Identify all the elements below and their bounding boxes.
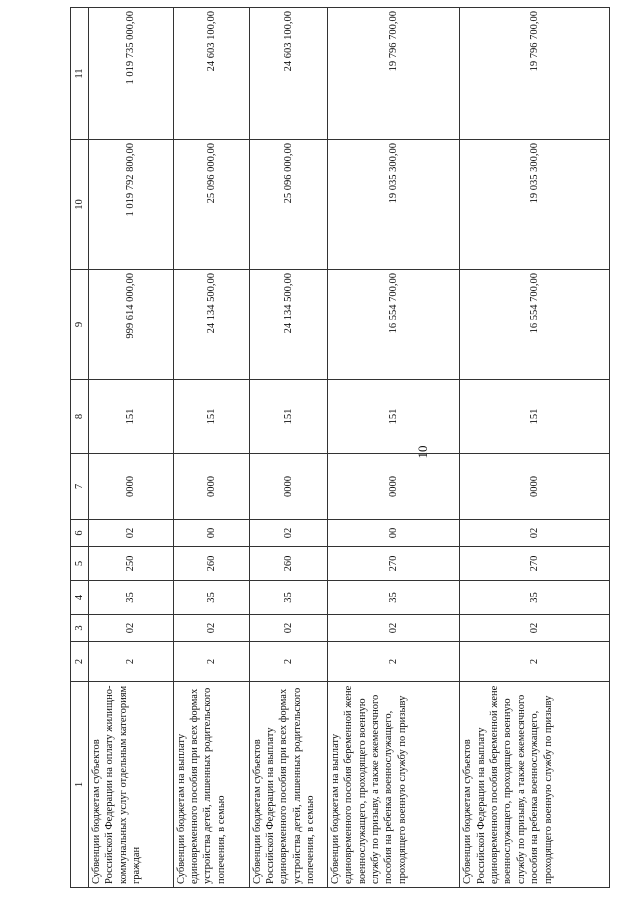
- code-cell: 35: [327, 581, 459, 615]
- code-cell: 35: [249, 581, 327, 615]
- code-cell: 270: [327, 547, 459, 581]
- code-cell: 250: [89, 547, 174, 581]
- column-header-6: 6: [71, 520, 89, 547]
- code-cell: 270: [460, 547, 610, 581]
- column-header-8: 8: [71, 380, 89, 454]
- code-cell: 2: [249, 642, 327, 682]
- table-row: [327, 8, 459, 888]
- code-cell: 0000: [173, 454, 249, 520]
- column-header-11: 11: [71, 8, 89, 140]
- column-number-row: [71, 8, 89, 888]
- table-row: [173, 8, 249, 888]
- code-cell: 02: [327, 615, 459, 642]
- amount-cell: 24 603 100,00: [173, 8, 249, 140]
- amount-cell: 16 554 700,00: [327, 270, 459, 380]
- row-description: Субвенции бюджетам субъектов Российской Федерации на выплату единовременного пособия при всех формах устройства детей, лишенных родительского попечения, в семью: [249, 682, 327, 888]
- code-cell: 0000: [327, 454, 459, 520]
- row-description: Субвенции бюджетам субъектов Российской Федерации на выплату единовременного пособия беременной жене военнослужащего, проходящего военную службу по призыву, а также ежемесячного пособия на ребенка военнослужащего, проходящего военную службу по призыву: [460, 682, 610, 888]
- code-cell: 02: [249, 520, 327, 547]
- code-cell: 35: [173, 581, 249, 615]
- amount-cell: 19 035 300,00: [460, 140, 610, 270]
- code-cell: 02: [460, 615, 610, 642]
- code-cell: 02: [89, 615, 174, 642]
- code-cell: 2: [327, 642, 459, 682]
- column-header-10: 10: [71, 140, 89, 270]
- code-cell: 260: [173, 547, 249, 581]
- code-cell: 02: [249, 615, 327, 642]
- amount-cell: 25 096 000,00: [173, 140, 249, 270]
- code-cell: 00: [173, 520, 249, 547]
- code-cell: 2: [173, 642, 249, 682]
- code-cell: 2: [89, 642, 174, 682]
- amount-cell: 24 134 500,00: [249, 270, 327, 380]
- column-header-7: 7: [71, 454, 89, 520]
- page-number: 10: [415, 445, 430, 459]
- table-row: [460, 8, 610, 888]
- column-header-2: 2: [71, 642, 89, 682]
- code-cell: 2: [460, 642, 610, 682]
- amount-cell: 25 096 000,00: [249, 140, 327, 270]
- code-cell: 260: [249, 547, 327, 581]
- amount-cell: 1 019 735 000,00: [89, 8, 174, 140]
- column-header-1: 1: [71, 682, 89, 888]
- amount-cell: 999 614 000,00: [89, 270, 174, 380]
- column-header-3: 3: [71, 615, 89, 642]
- row-description: Субвенции бюджетам на выплату единовременного пособия беременной жене военнослужащего, проходящего военную службу по призыву, а также ежемесячного пособия на ребенка военнослужащего, проходящего военную службу по призыву: [327, 682, 459, 888]
- amount-cell: 1 019 792 800,00: [89, 140, 174, 270]
- code-cell: 0000: [460, 454, 610, 520]
- code-cell: 35: [460, 581, 610, 615]
- column-header-5: 5: [71, 547, 89, 581]
- amount-cell: 24 603 100,00: [249, 8, 327, 140]
- rotated-page-content: [70, 8, 610, 888]
- code-cell: 02: [173, 615, 249, 642]
- code-cell: 0000: [249, 454, 327, 520]
- code-cell: 00: [327, 520, 459, 547]
- code-cell: 0000: [89, 454, 174, 520]
- column-header-4: 4: [71, 581, 89, 615]
- code-cell: 02: [89, 520, 174, 547]
- table-row: [89, 8, 174, 888]
- code-cell: 151: [460, 380, 610, 454]
- code-cell: 02: [460, 520, 610, 547]
- table-row: [249, 8, 327, 888]
- amount-cell: 19 796 700,00: [327, 8, 459, 140]
- amount-cell: 16 554 700,00: [460, 270, 610, 380]
- amount-cell: 19 035 300,00: [327, 140, 459, 270]
- row-description: Субвенции бюджетам субъектов Российской Федерации на оплату жилищно-коммунальных услуг отдельным категориям граждан: [89, 682, 174, 888]
- code-cell: 151: [327, 380, 459, 454]
- amount-cell: 19 796 700,00: [460, 8, 610, 140]
- budget-revenue-table: [70, 7, 610, 888]
- code-cell: 151: [173, 380, 249, 454]
- code-cell: 151: [249, 380, 327, 454]
- code-cell: 151: [89, 380, 174, 454]
- row-description: Субвенции бюджетам на выплату единовременного пособия при всех формах устройства детей, лишенных родительского попечения, в семью: [173, 682, 249, 888]
- column-header-9: 9: [71, 270, 89, 380]
- code-cell: 35: [89, 581, 174, 615]
- amount-cell: 24 134 500,00: [173, 270, 249, 380]
